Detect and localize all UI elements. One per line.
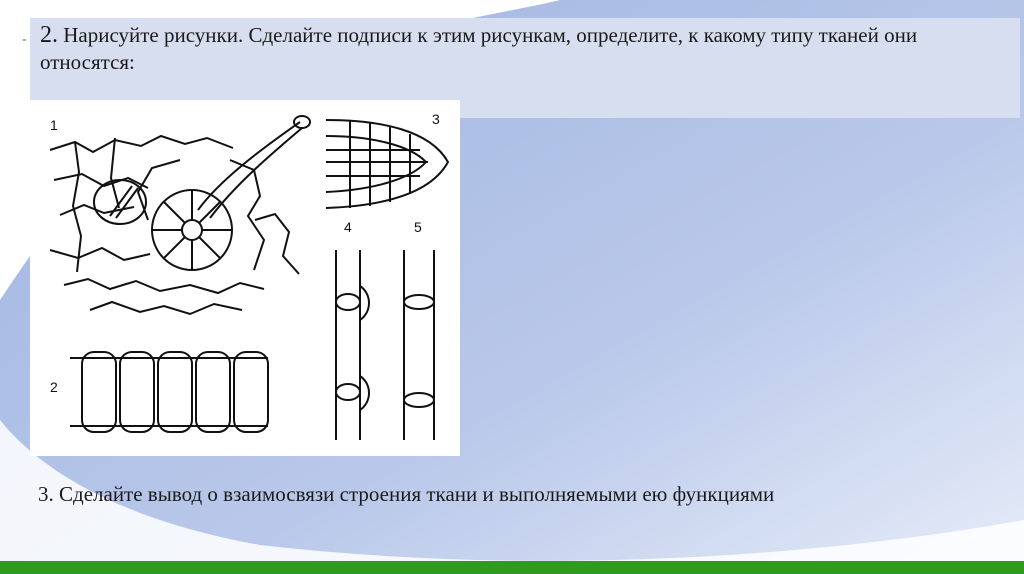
figure-2-cells [70,352,268,432]
task2-instruction: Нарисуйте рисунки. Сделайте подписи к этим рисункам, определите, к какому типу тканей они относятся: [40,23,918,74]
figure-1-epidermis [50,116,310,314]
figure-4-sieve-tube [336,250,369,440]
figure-label-5: 5 [414,219,422,235]
task2-text [40,22,1000,76]
figure-3-root-tip [326,120,448,208]
figure-label-3: 3 [432,111,440,127]
figure-label-4: 4 [344,219,352,235]
figure-label-1: 1 [50,117,58,133]
bullet-dash: - [22,32,27,47]
figure-label-2: 2 [50,379,58,395]
task2-number: 2. [40,22,58,48]
figure-5-vessel [404,250,434,440]
bottom-accent-bar [0,561,1024,574]
tissue-drawings [30,100,460,456]
task3-text: 3. Сделайте вывод о взаимосвязи строения ткани и выполняемыми ею функциями [38,482,775,506]
tissue-figure [30,100,460,456]
